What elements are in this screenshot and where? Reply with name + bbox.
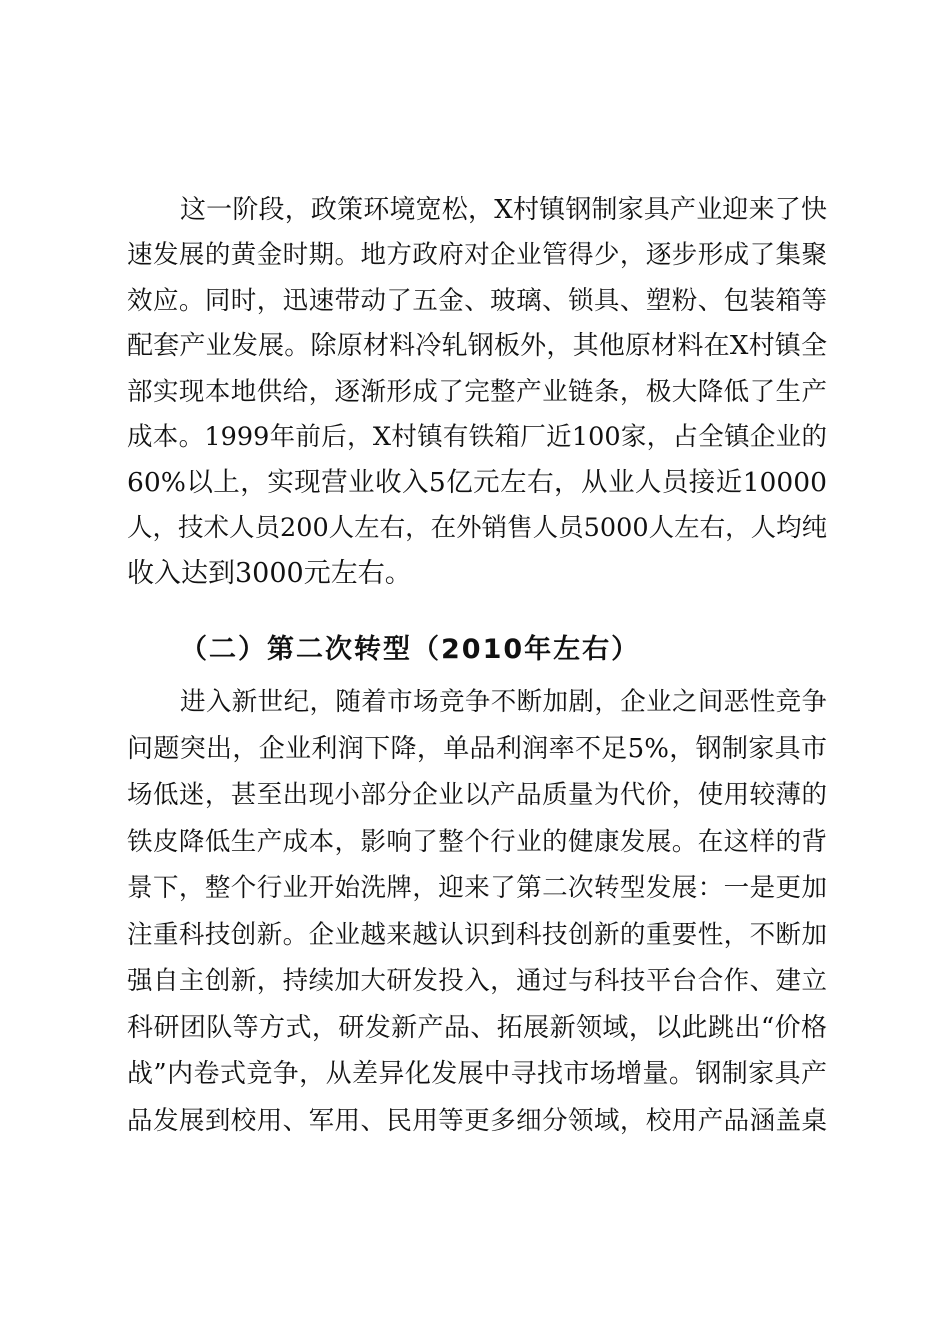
paragraph-2-line-8: 科研团队等方式，研发新产品、拓展新领域，以此跳出“价格 — [127, 1013, 827, 1043]
paragraph-2-line-5: 景下，整个行业开始洗牌，迎来了第二次转型发展：一是更加 — [127, 873, 827, 903]
paragraph-1-line-4: 配套产业发展。除原材料冷轧钢板外，其他原材料在X村镇全 — [127, 331, 827, 361]
paragraph-1-line-2: 速发展的黄金时期。地方政府对企业管得少，逐步形成了集聚 — [127, 240, 827, 270]
paragraph-2-line-1: 进入新世纪，随着市场竞争不断加剧，企业之间恶性竞争 — [180, 687, 827, 717]
paragraph-2-line-6: 注重科技创新。企业越来越认识到科技创新的重要性，不断加 — [127, 920, 827, 950]
paragraph-2-line-10: 品发展到校用、军用、民用等更多细分领域，校用产品涵盖桌 — [127, 1106, 827, 1136]
paragraph-2-line-2: 问题突出，企业利润下降，单品利润率不足5%，钢制家具市 — [127, 734, 827, 764]
paragraph-1-line-7: 60%以上，实现营业收入5亿元左右，从业人员接近10000 — [127, 467, 827, 498]
section-heading: （二）第二次转型（2010年左右） — [180, 634, 641, 665]
paragraph-2-line-4: 铁皮降低生产成本，影响了整个行业的健康发展。在这样的背 — [127, 827, 827, 857]
paragraph-1-line-6: 成本。1999年前后，X村镇有铁箱厂近100家，占全镇企业的 — [127, 422, 827, 452]
paragraph-2-line-3: 场低迷，甚至出现小部分企业以产品质量为代价，使用较薄的 — [127, 780, 827, 810]
paragraph-1-line-3: 效应。同时，迅速带动了五金、玻璃、锁具、塑粉、包装箱等 — [127, 286, 827, 316]
paragraph-2-line-7: 强自主创新，持续加大研发投入，通过与科技平台合作、建立 — [127, 966, 827, 996]
paragraph-2-line-9: 战”内卷式竞争，从差异化发展中寻找市场增量。钢制家具产 — [127, 1059, 827, 1089]
paragraph-1-line-8: 人，技术人员200人左右，在外销售人员5000人左右，人均纯 — [127, 513, 828, 543]
paragraph-1-line-5: 部实现本地供给，逐渐形成了完整产业链条，极大降低了生产 — [127, 377, 827, 407]
paragraph-1-line-9: 收入达到3000元左右。 — [127, 558, 412, 589]
paragraph-1-line-1: 这一阶段，政策环境宽松，X村镇钢制家具产业迎来了快 — [180, 195, 827, 225]
